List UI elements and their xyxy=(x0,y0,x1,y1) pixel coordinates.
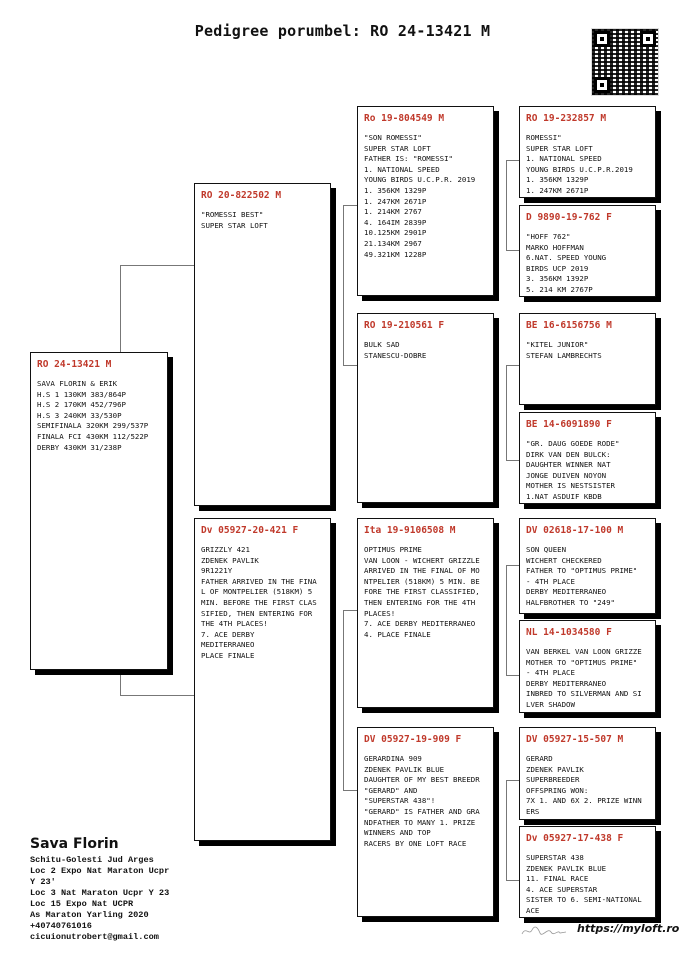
card-details xyxy=(37,379,162,453)
breeder-phone[interactable]: +40740761016 xyxy=(30,921,92,931)
website-link[interactable]: https://myloft.ro xyxy=(577,922,680,935)
detail-line: SEMIFINALA 320KM 299/537P xyxy=(37,421,149,431)
connector-to-dam xyxy=(120,695,194,696)
connector-sd-top xyxy=(506,365,519,366)
detail-line: 4. PLACE FINALE xyxy=(364,629,431,639)
detail-line: ZDENEK PAVLIK BLUE xyxy=(364,764,445,774)
detail-line: JONGE DUIVEN NOYON xyxy=(526,470,607,480)
detail-line: - 4TH PLACE xyxy=(526,668,575,678)
ring-number: BE 16-6156756 M xyxy=(526,320,612,331)
detail-line: 11. FINAL RACE xyxy=(526,874,589,884)
detail-line: SUPER STAR LOFT xyxy=(201,220,268,230)
connector-to-dam-dam xyxy=(343,790,357,791)
detail-line: 4. ACE SUPERSTAR xyxy=(526,884,598,894)
pigeon-card-sd-dam[interactable] xyxy=(519,412,656,504)
detail-line: NDFATHER TO MANY 1. PRIZE xyxy=(364,817,476,827)
detail-line: ZDENEK PAVLIK xyxy=(526,764,584,774)
detail-line: SUPER STAR LOFT xyxy=(526,143,593,153)
detail-line: MOTHER TO "OPTIMUS PRIME" xyxy=(526,657,638,667)
detail-line: FATHER ARRIVED IN THE FINA xyxy=(201,576,317,586)
connector-to-sire-dam xyxy=(343,365,357,366)
detail-line: LVER SHADOW xyxy=(526,699,575,709)
detail-line: 3. 356KM 1392P xyxy=(526,274,589,284)
ring-number: D 9890-19-762 F xyxy=(526,212,612,223)
pigeon-card-subject[interactable] xyxy=(30,352,168,670)
breeder-line: Loc 2 Expo Nat Maraton Ucpr xyxy=(30,866,170,876)
detail-line: 1.NAT ASDUIF KBDB xyxy=(526,491,602,501)
detail-line: PLACE FINALE xyxy=(201,650,255,660)
card-details xyxy=(364,754,488,849)
connector-dam-vertical xyxy=(343,610,344,790)
detail-line: H.S 1 130KM 383/864P xyxy=(37,389,126,399)
detail-line: FORE THE FIRST CLASSIFIED, xyxy=(364,587,480,597)
detail-line: 1. 214KM 2767 xyxy=(364,207,422,217)
detail-line: 4. 164IM 2839P xyxy=(364,217,427,227)
card-details xyxy=(201,210,325,231)
detail-line: 1. 356KM 1329P xyxy=(364,185,427,195)
detail-line: VAN BERKEL VAN LOON GRIZZE xyxy=(526,647,642,656)
connector-ds-bottom xyxy=(506,675,519,676)
detail-line: PLACES! xyxy=(364,608,396,618)
detail-line: H.S 2 170KM 452/796P xyxy=(37,400,126,410)
breeder-line: As Maraton Yarling 2020 xyxy=(30,910,149,920)
detail-line: 1. 247KM 2671P xyxy=(526,185,589,195)
detail-line: SISTER TO 6. SEMI-NATIONAL xyxy=(526,895,642,905)
ring-number: RO 24-13421 M xyxy=(37,359,112,370)
detail-line: MIN. BEFORE THE FIRST CLAS xyxy=(201,597,317,607)
detail-line: - 4TH PLACE xyxy=(526,576,575,586)
detail-line: FATHER IS: "ROMESSI" xyxy=(364,154,453,164)
connector-ss-top xyxy=(506,160,519,161)
detail-line: FATHER TO "OPTIMUS PRIME" xyxy=(526,566,638,576)
detail-line: DERBY MEDITERRANEO xyxy=(526,587,607,597)
card-details xyxy=(526,545,650,609)
breeder-info xyxy=(30,836,169,943)
detail-line: DERBY MEDITERRANEO xyxy=(526,678,607,688)
connector-sire-vertical xyxy=(343,205,344,365)
detail-line: "KITEL JUNIOR" xyxy=(526,340,589,349)
detail-line: BULK SAD xyxy=(364,340,400,349)
detail-line: STANESCU-DOBRE xyxy=(364,350,427,360)
connector-to-dam-sire xyxy=(343,610,357,611)
detail-line: SON QUEEN xyxy=(526,545,567,554)
detail-line: 7. ACE DERBY MEDITERRANEO xyxy=(364,619,476,629)
detail-line: BIRDS UCP 2019 xyxy=(526,263,589,273)
pigeon-card-ss-dam[interactable] xyxy=(519,205,656,297)
detail-line: 10.125KM 2901P xyxy=(364,228,427,238)
detail-line: MARKO HOFFMAN xyxy=(526,242,584,252)
detail-line: "GR. DAUG GOEDE RODE" xyxy=(526,439,620,448)
detail-line: MEDITERRANEO xyxy=(201,640,255,650)
pigeon-card-sire-dam[interactable] xyxy=(357,313,494,503)
card-details xyxy=(526,439,650,503)
detail-line: MOTHER IS NESTSISTER xyxy=(526,481,615,491)
detail-line: VAN LOON - WICHERT GRIZZLE xyxy=(364,555,480,565)
detail-line: OPTIMUS PRIME xyxy=(364,545,422,554)
ring-number: Dv 05927-17-438 F xyxy=(526,833,624,844)
card-details xyxy=(526,133,650,197)
detail-line: HALFBROTHER TO "249" xyxy=(526,597,615,607)
detail-line: INBRED TO SILVERMAN AND SI xyxy=(526,689,642,699)
breeder-line: Schitu-Golesti Jud Arges xyxy=(30,855,154,865)
card-details xyxy=(526,754,650,818)
signature-mark xyxy=(520,924,568,938)
detail-line: ARRIVED IN THE FINAL OF MO xyxy=(364,566,480,576)
ring-number: DV 02618-17-100 M xyxy=(526,525,624,536)
detail-line: SIFIED, THEN ENTERING FOR xyxy=(201,608,313,618)
detail-line: "HOFF 762" xyxy=(526,232,571,241)
card-details xyxy=(364,545,488,640)
qr-code-icon[interactable] xyxy=(591,28,659,96)
detail-line: "GERARD" AND xyxy=(364,785,418,795)
detail-line: DIRK VAN DEN BULCK: xyxy=(526,449,611,459)
detail-line: L OF MONTPELIER (518KM) 5 xyxy=(201,587,313,597)
detail-line: 1. NATIONAL SPEED xyxy=(526,154,602,164)
connector-dd-bottom xyxy=(506,880,519,881)
breeder-line: Loc 15 Expo Nat UCPR xyxy=(30,899,134,909)
ring-number: RO 19-210561 F xyxy=(364,320,445,331)
connector-dd-vertical xyxy=(506,780,507,880)
breeder-line: Loc 3 Nat Maraton Ucpr Y 23 xyxy=(30,888,170,898)
ring-number: RO 20-822502 M xyxy=(201,190,282,201)
pigeon-card-ss-sire[interactable] xyxy=(519,106,656,198)
ring-number: Ro 19-804549 M xyxy=(364,113,445,124)
detail-line: 7. ACE DERBY xyxy=(201,629,255,639)
detail-line: SUPER STAR LOFT xyxy=(364,143,431,153)
detail-line: 1. NATIONAL SPEED xyxy=(364,164,440,174)
detail-line: 5. 214 KM 2767P xyxy=(526,284,593,294)
pigeon-card-ds-sire[interactable] xyxy=(519,518,656,614)
detail-line: DAUGHTER OF MY BEST BREEDR xyxy=(364,775,480,785)
detail-line: FINALA FCI 430KM 112/522P xyxy=(37,431,149,441)
detail-line: SUPERSTAR 438 xyxy=(526,853,584,862)
detail-line: DERBY 430KM 31/238P xyxy=(37,442,122,452)
detail-line: 7X 1. AND 6X 2. PRIZE WINN xyxy=(526,796,642,806)
detail-line: NTPELIER (518KM) 5 MIN. BE xyxy=(364,576,480,586)
connector-to-sire-sire xyxy=(343,205,357,206)
card-details xyxy=(526,232,650,296)
detail-line: OFFSPRING WON: xyxy=(526,785,589,795)
ring-number: NL 14-1034580 F xyxy=(526,627,612,638)
pigeon-card-dam[interactable] xyxy=(194,518,331,841)
detail-line: DAUGHTER WINNER NAT xyxy=(526,460,611,470)
detail-line: YOUNG BIRDS U.C.P.R. 2019 xyxy=(364,175,476,185)
detail-line: THEN ENTERING FOR THE 4TH xyxy=(364,597,476,607)
card-details xyxy=(526,340,650,361)
connector-ss-vertical xyxy=(506,160,507,250)
connector-sd-bottom xyxy=(506,460,519,461)
pigeon-card-dd-dam[interactable] xyxy=(519,826,656,918)
detail-line: GRIZZLY 421 xyxy=(201,545,250,554)
breeder-email[interactable]: cicuionutrobert@gmail.com xyxy=(30,932,159,942)
pigeon-card-sire-sire[interactable] xyxy=(357,106,494,296)
detail-line: ZDENEK PAVLIK BLUE xyxy=(526,863,607,873)
detail-line: RACERS BY ONE LOFT RACE xyxy=(364,838,467,848)
detail-line: 21.134KM 2967 xyxy=(364,238,422,248)
detail-line: YOUNG BIRDS U.C.P.R.2019 xyxy=(526,164,633,174)
breeder-name: Sava Florin xyxy=(30,836,119,852)
detail-line: 6.NAT. SPEED YOUNG xyxy=(526,253,607,263)
pigeon-card-sd-sire[interactable] xyxy=(519,313,656,405)
connector-to-sire xyxy=(120,265,194,266)
connector-ds-top xyxy=(506,565,519,566)
detail-line: STEFAN LAMBRECHTS xyxy=(526,350,602,360)
detail-line: 1. 356KM 1329P xyxy=(526,175,589,185)
card-details xyxy=(364,133,488,260)
detail-line: 9R1221Y xyxy=(201,566,233,576)
connector-ds-vertical xyxy=(506,565,507,675)
detail-line: ZDENEK PAVLIK xyxy=(201,555,259,565)
detail-line: "GERARD" IS FATHER AND GRA xyxy=(364,806,480,816)
detail-line: "SON ROMESSI" xyxy=(364,133,422,142)
detail-line: THE 4TH PLACES! xyxy=(201,619,268,629)
detail-line: H.S 3 240KM 33/530P xyxy=(37,410,122,420)
ring-number: DV 05927-19-909 F xyxy=(364,734,462,745)
card-details xyxy=(526,647,650,711)
ring-number: DV 05927-15-507 M xyxy=(526,734,624,745)
breeder-line: Y 23' xyxy=(30,877,56,887)
detail-line: ERS xyxy=(526,806,540,816)
detail-line: WINNERS AND TOP xyxy=(364,828,431,838)
breeder-details xyxy=(30,855,169,943)
detail-line: "SUPERSTAR 438"! xyxy=(364,796,436,806)
detail-line: WICHERT CHECKERED xyxy=(526,555,602,565)
ring-number: RO 19-232857 M xyxy=(526,113,607,124)
ring-number: Ita 19-9106508 M xyxy=(364,525,456,536)
connector-ss-bottom xyxy=(506,250,519,251)
card-details xyxy=(201,545,325,662)
page-title: Pedigree porumbel: RO 24-13421 M xyxy=(194,22,491,40)
ring-number: Dv 05927-20-421 F xyxy=(201,525,299,536)
connector-dd-top xyxy=(506,780,519,781)
detail-line: ROMESSI" xyxy=(526,133,562,142)
detail-line: SUPERBREEDER xyxy=(526,775,580,785)
detail-line: GERARDINA 909 xyxy=(364,754,422,763)
connector-sd-vertical xyxy=(506,365,507,460)
pigeon-card-dam-dam[interactable] xyxy=(357,727,494,917)
detail-line: GERARD xyxy=(526,754,553,763)
ring-number: BE 14-6091890 F xyxy=(526,419,612,430)
detail-line: 49.321KM 1228P xyxy=(364,249,427,259)
detail-line: 1. 247KM 2671P xyxy=(364,196,427,206)
detail-line: SAVA FLORIN & ERIK xyxy=(37,379,118,388)
pigeon-card-sire[interactable] xyxy=(194,183,331,506)
pigeon-card-ds-dam[interactable] xyxy=(519,620,656,713)
card-details xyxy=(364,340,488,361)
card-details xyxy=(526,853,650,917)
pigeon-card-dd-sire[interactable] xyxy=(519,727,656,820)
detail-line: ACE xyxy=(526,905,540,915)
pigeon-card-dam-sire[interactable] xyxy=(357,518,494,708)
detail-line: "ROMESSI BEST" xyxy=(201,210,264,219)
